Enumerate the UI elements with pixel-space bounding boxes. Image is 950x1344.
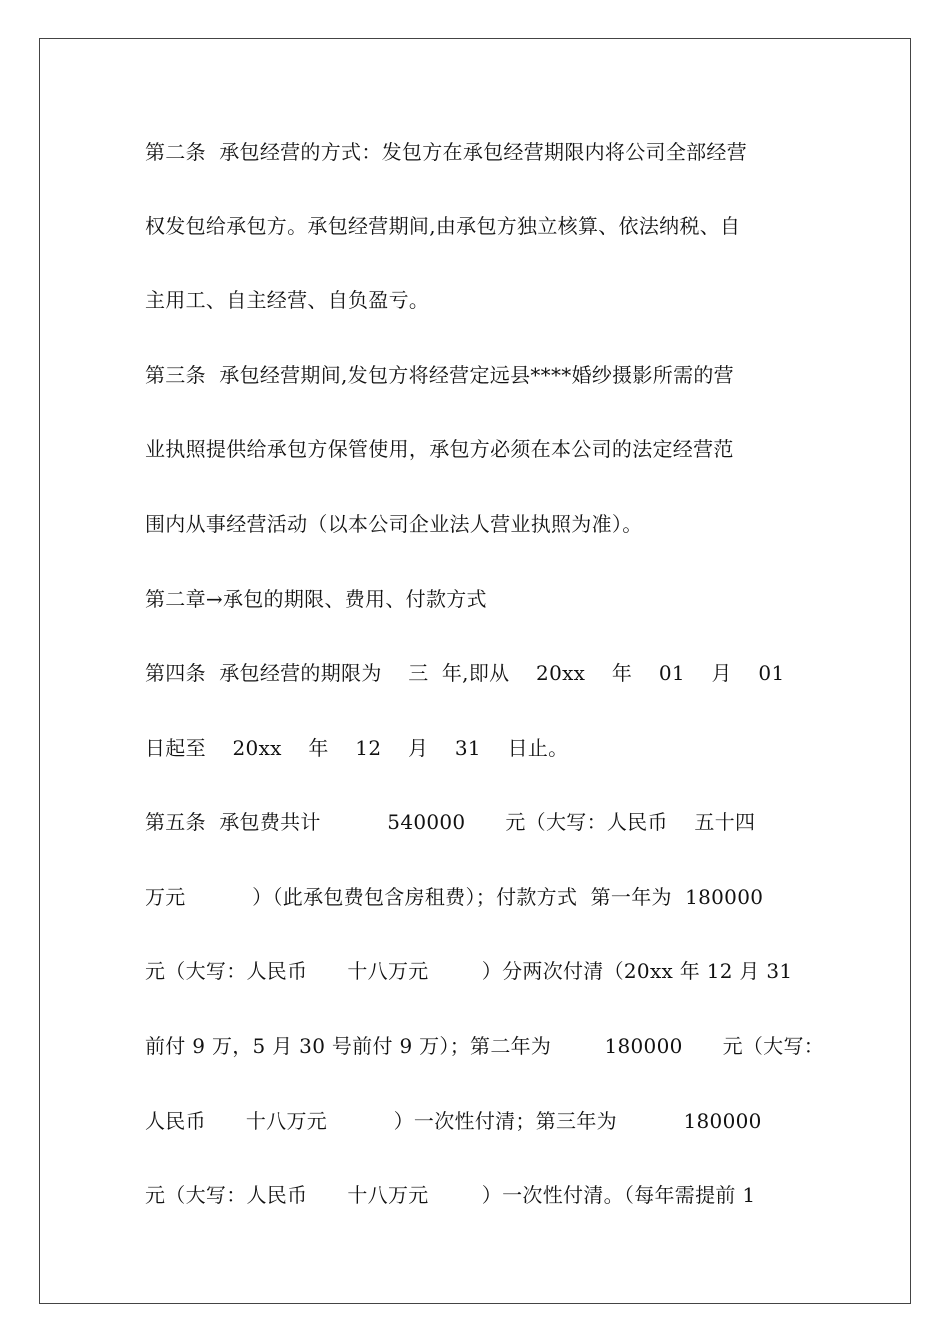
paragraph-line: 元（大写：人民币 十八万元 ）一次性付清。（每年需提前 1 [145, 1183, 756, 1207]
paragraph-line: 人民币 十八万元 ）一次性付清；第三年为 180000 [145, 1109, 762, 1133]
paragraph-line: 业执照提供给承包方保管使用，承包方必须在本公司的法定经营范 [145, 437, 734, 461]
paragraph-line: 第二条 承包经营的方式：发包方在承包经营期限内将公司全部经营 [145, 140, 748, 164]
paragraph-line: 权发包给承包方。承包经营期间,由承包方独立核算、依法纳税、自 [145, 214, 741, 238]
paragraph-line: 万元 ）（此承包费包含房租费）；付款方式 第一年为 180000 [145, 885, 764, 909]
paragraph-line: 第四条 承包经营的期限为 三 年,即从 20xx 年 01 月 01 [145, 661, 785, 685]
paragraph-line: 日起至 20xx 年 12 月 31 日止。 [145, 736, 569, 760]
paragraph-line: 前付 9 万，5 月 30 号前付 9 万）；第二年为 180000 元（大写： [145, 1034, 825, 1058]
chapter-heading: 第二章→承包的期限、费用、付款方式 [145, 587, 487, 611]
paragraph-line: 围内从事经营活动（以本公司企业法人营业执照为准）。 [145, 512, 643, 536]
paragraph-line: 元（大写：人民币 十八万元 ）分两次付清（20xx 年 12 月 31 [145, 959, 793, 983]
paragraph-line: 第五条 承包费共计 540000 元（大写：人民币 五十四 [145, 810, 756, 834]
paragraph-line: 主用工、自主经营、自负盈亏。 [145, 288, 430, 312]
paragraph-line: 第三条 承包经营期间,发包方将经营定远县****婚纱摄影所需的营 [145, 363, 734, 387]
